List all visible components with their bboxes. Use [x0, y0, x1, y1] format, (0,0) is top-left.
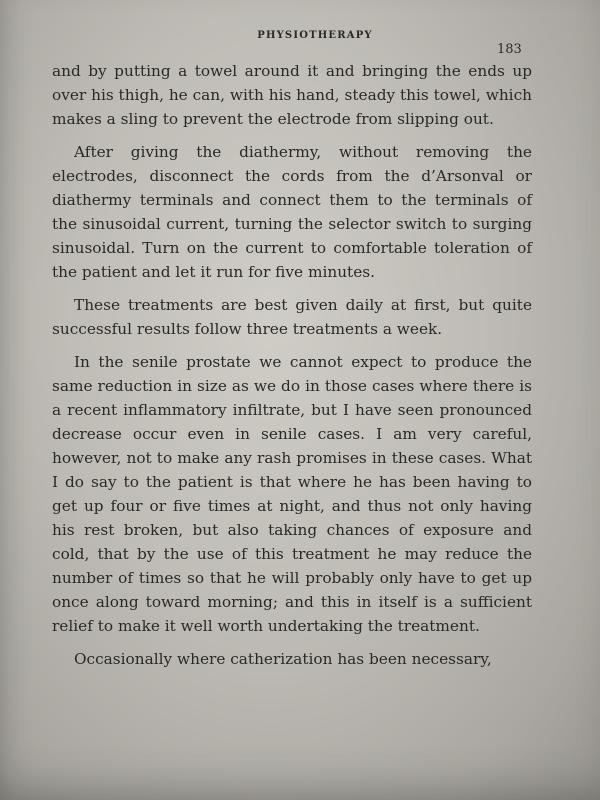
running-head: PHYSIOTHERAPY	[257, 30, 373, 41]
paragraph-3: These treatments are best given daily at first, but quite successful results follow three treatments a week.	[52, 296, 532, 338]
page-number: 183	[497, 42, 522, 57]
paragraph-5: Occasionally where catherization has been necessary,	[74, 650, 492, 668]
body-text	[52, 59, 532, 680]
paragraph-2: After giving the diathermy, without removing the electrodes, disconnect the cords from the d’Arsonval or diathermy terminals and connect them to the terminals of the sinusoidal current, turning the selector switch to surging sinusoidal. Turn on the current to comfortable toleration of the patient and let it run for five minutes.	[52, 143, 532, 281]
paragraph-4: In the senile prostate we cannot expect to produce the same reduction in size as we do in those cases where there is a recent inflammatory infiltrate, but I have seen pronounced decrease occur even in senile cases. I am very careful, however, not to make any rash promises in these cases. What I do say to the patient is that where he has been having to get up four or five times at night, and thus not only having his rest broken, but also taking chances of exposure and cold, that by the use of this treatment he may reduce the number of times so that he will probably only have to get up once along toward morning; and this in itself is a sufficient relief to make it well worth undertaking the treatment.	[52, 353, 532, 635]
paragraph-1: and by putting a towel around it and bringing the ends up over his thigh, he can, with his hand, steady this towel, which makes a sling to prevent the electrode from slipping out.	[52, 62, 532, 128]
